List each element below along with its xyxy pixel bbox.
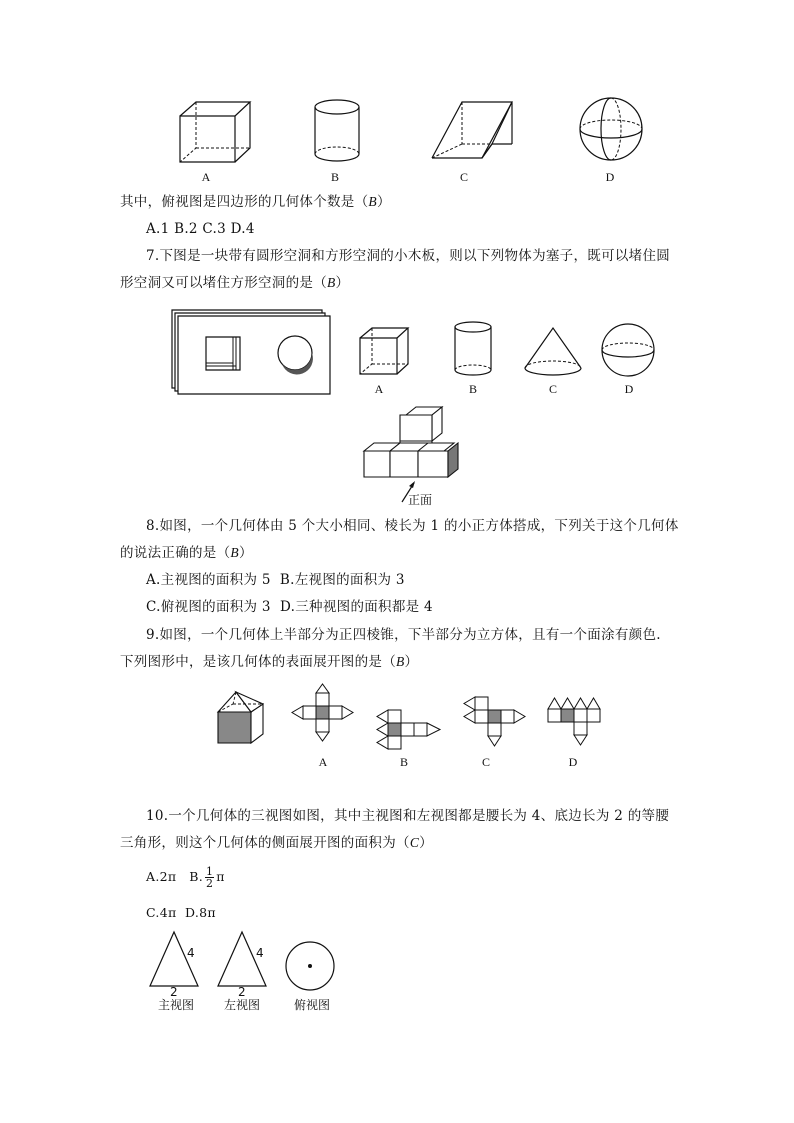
q10-option-c: C.4π xyxy=(146,905,177,920)
cylinder-figure xyxy=(312,98,362,164)
wooden-board-figure xyxy=(170,308,335,396)
figure-label: D xyxy=(568,755,578,769)
figure-label: C xyxy=(459,170,468,184)
q8-line1: 8.如图，一个几何体由 5 个大小相同、棱长为 1 的小正方体搭成，下列关于这个几何体 xyxy=(146,518,679,534)
cylinder-figure xyxy=(452,320,494,378)
net-d-figure xyxy=(546,694,604,754)
sphere-figure xyxy=(600,322,656,378)
cube-figure xyxy=(358,326,410,376)
q8-answer: B xyxy=(230,545,239,560)
figure-label: B xyxy=(468,382,477,396)
q7-close: ） xyxy=(335,275,350,291)
q9-close: ） xyxy=(404,654,419,670)
net-c-figure xyxy=(460,696,532,754)
q6-options: A.1 B.2 C.3 D.4 xyxy=(146,221,255,237)
q10-option-b-prefix: B. xyxy=(189,869,203,884)
top-view-circle xyxy=(284,940,336,992)
front-view-label: 主视图 xyxy=(158,998,195,1012)
q10-line2 xyxy=(120,833,433,853)
q8-options-ab xyxy=(146,570,405,590)
front-view-base-label: 2 xyxy=(170,985,178,999)
front-view-triangle xyxy=(148,930,204,988)
top-view-label: 俯视图 xyxy=(294,998,331,1012)
net-a-figure xyxy=(290,684,358,752)
q9-answer: B xyxy=(396,654,405,669)
q10-close: ） xyxy=(419,835,433,851)
q10-line2-text: 三角形，则这个几何体的侧面展开图的面积为（ xyxy=(120,835,410,851)
q9-line1: 9.如图，一个几何体上半部分为正四棱锥，下半部分为立方体，且有一个面涂有颜色. xyxy=(146,627,661,643)
q6-stem-text: 其中，俯视图是四边形的几何体个数是（ xyxy=(120,194,369,210)
fraction-numerator: 1 xyxy=(205,865,214,878)
q7-line1: 7.下图是一块带有圆形空洞和方形空洞的小木板，则以下列物体为塞子，既可以堵住圆 xyxy=(146,248,671,264)
q8-option-a: A.主视图的面积为 5 xyxy=(146,572,271,588)
q10-options-ab xyxy=(146,866,225,889)
q8-line2 xyxy=(120,543,253,563)
q8-close: ） xyxy=(238,545,253,561)
q10-option-a: A.2π xyxy=(146,869,177,884)
q8-line2-text: 的说法正确的是（ xyxy=(120,545,231,561)
sphere-figure xyxy=(578,96,644,162)
q10-option-b-suffix: π xyxy=(216,869,225,884)
figure-label: B xyxy=(330,170,339,184)
q8-option-c: C.俯视图的面积为 3 xyxy=(146,599,271,615)
q8-options-cd xyxy=(146,597,433,617)
figure-label: A xyxy=(201,170,211,184)
q9-line2-text: 下列图形中，是该几何体的表面展开图的是（ xyxy=(120,654,396,670)
fraction-denominator: 2 xyxy=(205,877,214,890)
figure-label: A xyxy=(318,755,328,769)
q10-line1: 10.一个几何体的三视图如图，其中主视图和左视图都是腰长为 4、底边长为 2 的等腰 xyxy=(146,808,670,824)
q8-option-b: B.左视图的面积为 3 xyxy=(279,572,405,588)
side-view-base-label: 2 xyxy=(238,985,246,999)
prism-figure xyxy=(430,100,515,162)
q9-line2 xyxy=(120,652,418,672)
figure-label: D xyxy=(605,170,615,184)
pyramid-on-cube-figure xyxy=(215,690,267,746)
q6-close: ） xyxy=(376,194,391,210)
q7-line2 xyxy=(120,273,349,293)
figure-label: C xyxy=(481,755,490,769)
cone-figure xyxy=(522,326,584,378)
q10-options-cd xyxy=(146,903,216,923)
front-label: 正面 xyxy=(408,493,433,507)
q10-option-d: D.8π xyxy=(185,905,216,920)
q6-answer: B xyxy=(368,194,377,209)
q10-answer: C xyxy=(409,835,420,850)
front-view-side-label: 4 xyxy=(187,946,195,960)
one-half-fraction xyxy=(205,866,214,889)
figure-label: C xyxy=(548,382,557,396)
cube-figure xyxy=(178,100,253,165)
side-view-label: 左视图 xyxy=(224,998,261,1012)
side-view-side-label: 4 xyxy=(256,946,264,960)
net-b-figure xyxy=(374,708,446,754)
q8-option-d: D.三种视图的面积都是 4 xyxy=(280,599,433,615)
q6-stem xyxy=(120,192,391,212)
figure-label: B xyxy=(399,755,408,769)
figure-label: A xyxy=(374,382,384,396)
figure-label: D xyxy=(624,382,634,396)
q7-line2-text: 形空洞又可以堵住方形空洞的是（ xyxy=(120,275,327,291)
q7-answer: B xyxy=(327,275,336,290)
